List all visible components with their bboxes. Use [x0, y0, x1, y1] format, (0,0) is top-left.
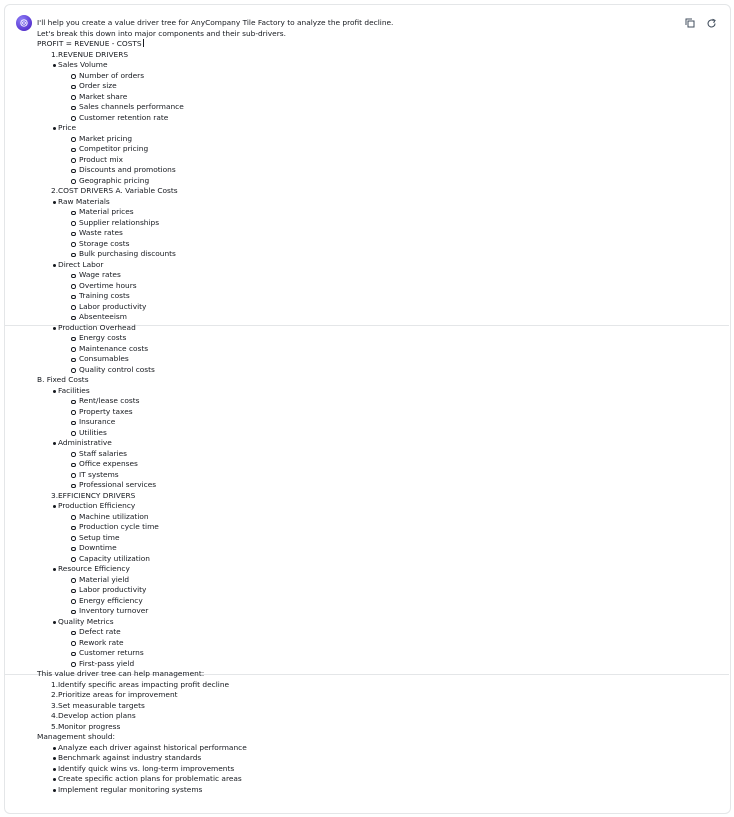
sub-bullet-item: Maintenance costs	[37, 344, 402, 355]
item-text: REVENUE DRIVERS	[58, 49, 129, 59]
numbered-item	[37, 186, 402, 197]
sub-bullet-item: First-pass yield	[37, 659, 402, 670]
sub-bullet-item: Consumables	[37, 354, 402, 365]
sub-bullet-item: Property taxes	[37, 407, 402, 418]
sub-bullet-item: Setup time	[37, 533, 402, 544]
sub-bullet-item: Product mix	[37, 155, 402, 166]
bullet-item: Administrative	[37, 438, 402, 449]
item-number: 1.	[51, 49, 59, 59]
sub-bullet-item: Energy costs	[37, 333, 402, 344]
item-text: Prioritize areas for improvement	[58, 690, 178, 699]
item-number: 2.	[51, 690, 59, 699]
numbered-item	[37, 711, 402, 722]
bullet-item: Quality Metrics	[37, 617, 402, 628]
sub-bullet-item: Staff salaries	[37, 449, 402, 460]
item-number: 4.	[51, 711, 59, 720]
numbered-item	[37, 50, 402, 61]
formula-line	[37, 39, 402, 50]
item-text: Identify specific areas impacting profit decline	[58, 679, 230, 689]
item-text: EFFICIENCY DRIVERS	[58, 490, 136, 500]
sub-bullet-item: Training costs	[37, 291, 402, 302]
sub-bullet-item: Rent/lease costs	[37, 396, 402, 407]
sub-bullet-item: Professional services	[37, 480, 402, 491]
item-number: 2.	[51, 186, 59, 195]
sub-bullet-item: Number of orders	[37, 71, 402, 82]
sub-bullet-item: Quality control costs	[37, 365, 402, 376]
numbered-item	[37, 690, 402, 701]
bullet-item: Raw Materials	[37, 197, 402, 208]
numbered-item	[37, 491, 402, 502]
sub-bullet-item: Overtime hours	[37, 281, 402, 292]
sub-bullet-item: Wage rates	[37, 270, 402, 281]
numbered-item	[37, 722, 402, 733]
text-line: This value driver tree can help management:	[37, 669, 205, 678]
bullet-item: Implement regular monitoring systems	[37, 785, 402, 796]
bullet-item: Production Efficiency	[37, 501, 402, 512]
sub-bullet-item: Rework rate	[37, 638, 402, 649]
bullet-item: Create specific action plans for problematic areas	[37, 774, 402, 785]
sub-bullet-item: Waste rates	[37, 228, 402, 239]
sub-bullet-item: Labor productivity	[37, 302, 402, 313]
bullet-item: Price	[37, 123, 402, 134]
item-text: Develop action plans	[58, 711, 136, 720]
intro-text: I'll help you create a value driver tree for AnyCompany Tile Factory to analyze the profit decline. Let's break this down into major components and their sub-drivers.	[37, 18, 394, 38]
bullet-item: Production Overhead	[37, 323, 402, 334]
message-actions	[684, 17, 717, 29]
bullet-item: Resource Efficiency	[37, 564, 402, 575]
item-number: 5.	[51, 721, 59, 731]
sub-bullet-item: Customer retention rate	[37, 113, 402, 124]
sub-bullet-item: Machine utilization	[37, 512, 402, 523]
formula-text: PROFIT = REVENUE - COSTS	[37, 39, 142, 48]
numbered-item	[37, 680, 402, 691]
sub-bullet-item: Market share	[37, 92, 402, 103]
sub-bullet-item: Discounts and promotions	[37, 165, 402, 176]
sub-bullet-item: IT systems	[37, 470, 402, 481]
bullet-item: Analyze each driver against historical performance	[37, 743, 402, 754]
item-number: 3.	[51, 700, 59, 710]
sub-bullet-item: Defect rate	[37, 627, 402, 638]
sub-bullet-item: Sales channels performance	[37, 102, 402, 113]
bullet-item: Direct Labor	[37, 260, 402, 271]
item-text: COST DRIVERS A. Variable Costs	[58, 186, 178, 195]
copy-icon[interactable]	[684, 17, 696, 29]
sub-bullet-item: Capacity utilization	[37, 554, 402, 565]
assistant-message	[37, 18, 402, 795]
sub-bullet-item: Inventory turnover	[37, 606, 402, 617]
text-line: Management should:	[37, 732, 116, 741]
sub-bullet-item: Geographic pricing	[37, 176, 402, 187]
sub-bullet-item: Office expenses	[37, 459, 402, 470]
bullet-item: Facilities	[37, 386, 402, 397]
sub-bullet-item: Utilities	[37, 428, 402, 439]
sub-bullet-item: Absenteeism	[37, 312, 402, 323]
sub-bullet-item: Market pricing	[37, 134, 402, 145]
sub-bullet-item: Material yield	[37, 575, 402, 586]
text-cursor	[143, 39, 144, 47]
bullet-item: Identify quick wins vs. long-term improvements	[37, 764, 402, 775]
text-line: B. Fixed Costs	[37, 375, 89, 384]
sub-bullet-item: Order size	[37, 81, 402, 92]
sub-bullet-item: Production cycle time	[37, 522, 402, 533]
sub-bullet-item: Insurance	[37, 417, 402, 428]
sub-bullet-item: Storage costs	[37, 239, 402, 250]
sub-bullet-item: Supplier relationships	[37, 218, 402, 229]
sub-bullet-item: Labor productivity	[37, 585, 402, 596]
item-text: Monitor progress	[58, 721, 121, 731]
bullet-item: Sales Volume	[37, 60, 402, 71]
item-text: Set measurable targets	[58, 700, 145, 710]
sub-bullet-item: Customer returns	[37, 648, 402, 659]
sub-bullet-item: Downtime	[37, 543, 402, 554]
sub-bullet-item: Competitor pricing	[37, 144, 402, 155]
item-number: 1.	[51, 679, 59, 689]
sub-bullet-item: Bulk purchasing discounts	[37, 249, 402, 260]
bullet-item: Benchmark against industry standards	[37, 753, 402, 764]
driver-tree	[37, 50, 402, 796]
sub-bullet-item: Material prices	[37, 207, 402, 218]
sub-bullet-item: Energy efficiency	[37, 596, 402, 607]
numbered-item	[37, 701, 402, 712]
refresh-icon[interactable]	[705, 17, 717, 29]
assistant-avatar-icon	[16, 15, 32, 31]
item-number: 3.	[51, 490, 59, 500]
